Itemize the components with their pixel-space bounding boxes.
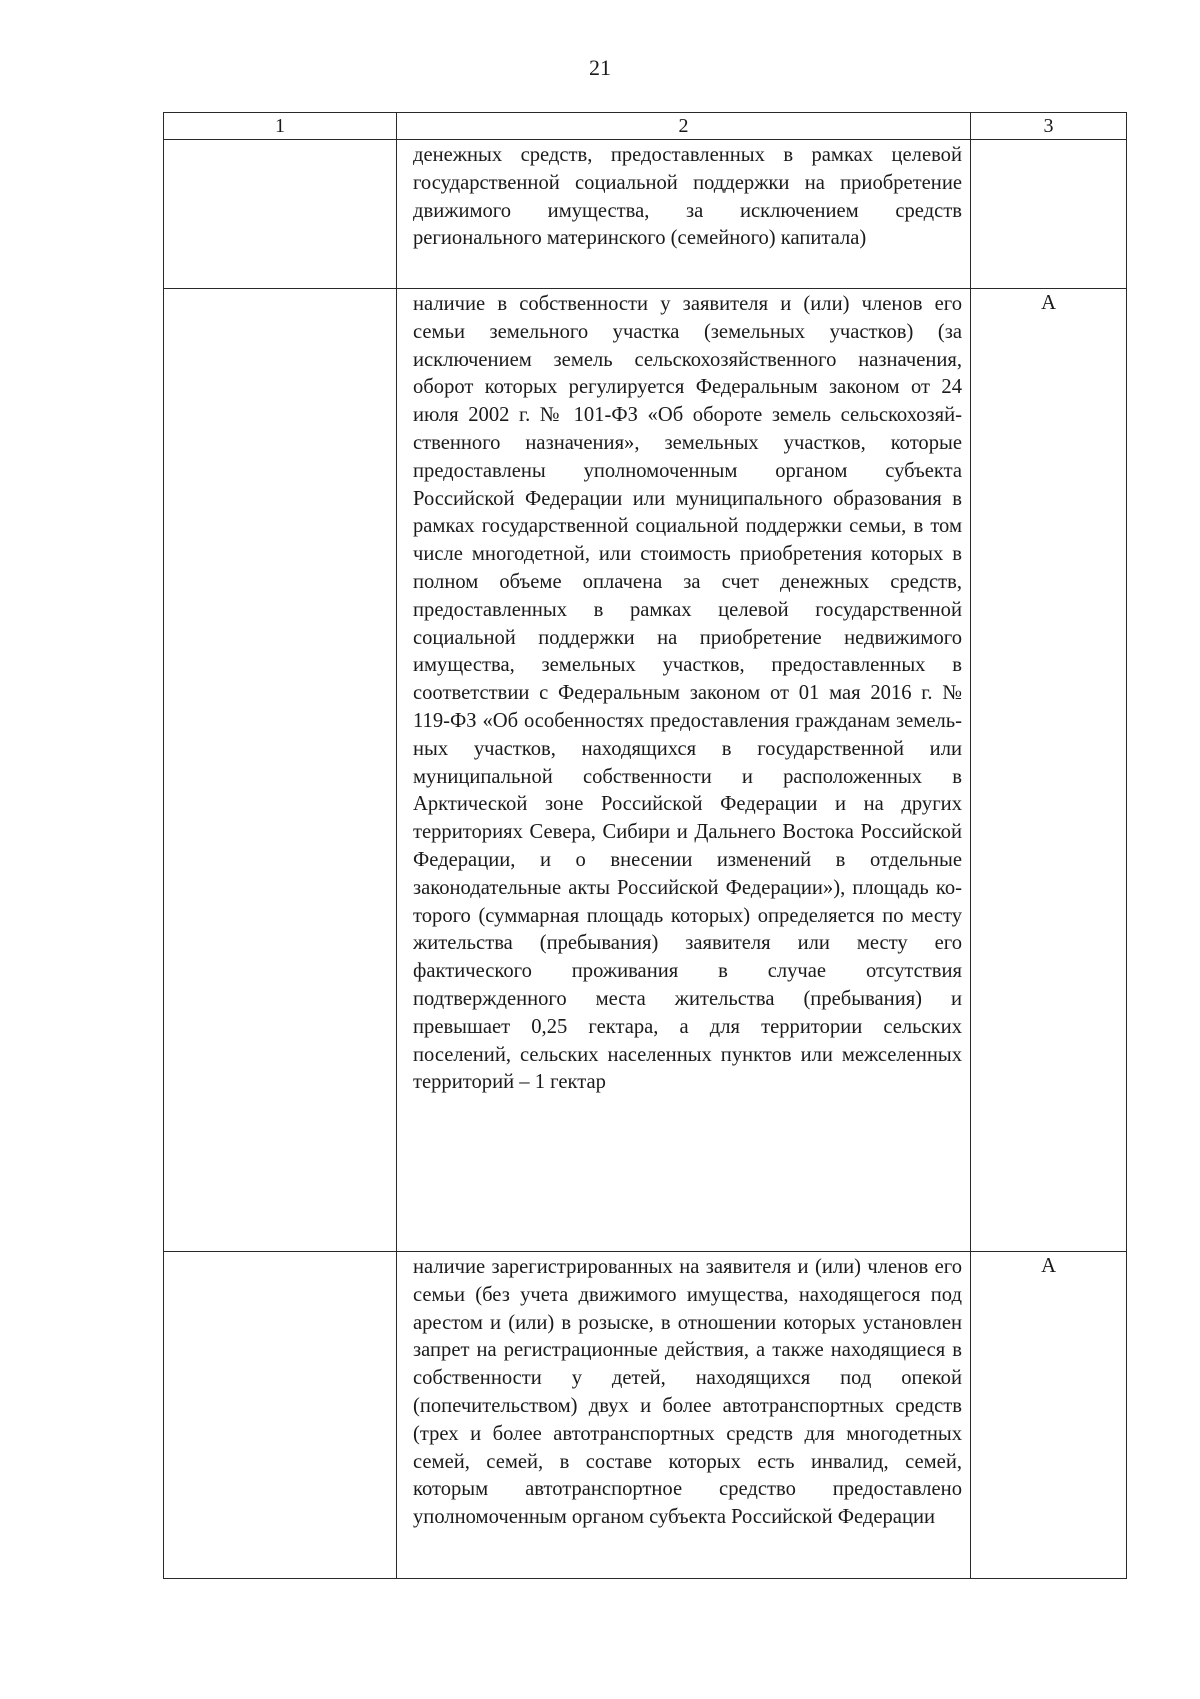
row-2-col-3 [971, 289, 1127, 1252]
row-1-col-1 [164, 140, 397, 289]
header-col-2: 2 [397, 113, 971, 140]
criteria-table [163, 112, 1127, 1579]
row-2-col-2 [397, 289, 971, 1252]
row-2-col-1 [164, 289, 397, 1252]
row-1-col-2 [397, 140, 971, 289]
row-1-mark [971, 140, 1126, 141]
page-number: 21 [589, 55, 611, 80]
row-3-col-2 [397, 1252, 971, 1579]
table-row [164, 140, 1127, 289]
row-3-text: наличие зарегистрированных на заявителя и (или) членов его семьи (без учета движимого имущества, находящегося под арестом и (или) в розыске, в отношении которых установлен запрет на регистрационные действия, а также находящиеся в собственности у детей, находящихся под опекой (попечительством) двух и более автотранспортных средств (трех и более автотранспортных средств для многодетных семей, семей, в составе которых есть инвалид, семей, которым автотранспортное средство предоставлено уполномоченным органом субъекта Российской Федерации [413, 1256, 962, 1529]
row-2-text: наличие в собственности у заявителя и (или) членов его семьи земельного участка (земельных участков) (за исключением земель сельскохозяйственного назначения, оборот которых регулируется Федеральным законом от 24 июля 2002 г. № 101-ФЗ «Об обороте земель сельскохозяйственного назначения», земельных участков, которые предоставлены уполномоченным органом субъекта Российской Федерации или муниципального образования в рамках государственной социальной поддержки семьи, в том числе многодетной, или стоимость приобретения которых в полном объеме оплачена за счет денежных средств, предоставленных в рамках целевой государственной социальной поддержки на приобретение недвижимого имущества, земельных участков, предоставленных в соответствии с Федеральным законом от 01 мая 2016 г. № 119-ФЗ «Об особенностях предоставления гражданам земельных участков, находящихся в государственной или муниципальной собственности и расположенных в Арктической зоне Российской Федерации и на других территориях Севера, Сибири и Дальнего Востока Российской Федерации, и о внесении изменений в отдельные законодательные акты Российской Федерации»), площадь которого (суммарная площадь которых) определяется по месту жительства (пребывания) заявителя или месту его фактического проживания в случае отсутствия подтвержденного места жительства (пребывания) и превышает 0,25 гектара, а для территории сельских поселений, сельских населенных пунктов или межселенных территорий – 1 гектар [413, 293, 962, 1094]
row-3-col-3 [971, 1252, 1127, 1579]
row-3-col-1 [164, 1252, 397, 1579]
row-1-text: денежных средств, предоставленных в рамках целевой государственной социальной поддержки на приобретение движимого имущества, за исключением средств регионального материнского (семейного) капитала) [413, 144, 962, 250]
header-col-3: 3 [971, 113, 1127, 140]
row-1-col-3 [971, 140, 1127, 289]
header-col-1: 1 [164, 113, 397, 140]
table-row [164, 289, 1127, 1252]
row-3-mark: А [1041, 1255, 1056, 1277]
table-row [164, 1252, 1127, 1579]
table-header-row [164, 113, 1127, 140]
row-2-mark: А [1041, 292, 1056, 314]
